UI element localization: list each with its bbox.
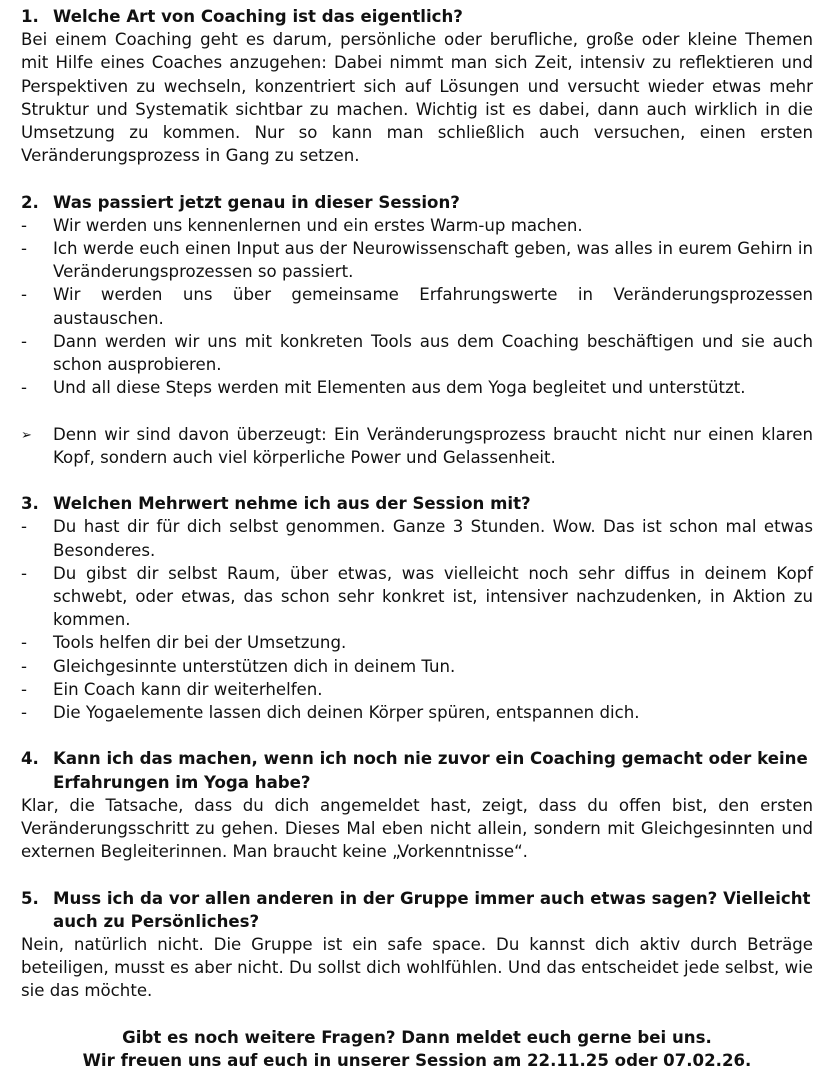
- dash-bullet: -: [21, 331, 27, 351]
- arrow-bullet-icon: ➢: [21, 427, 32, 443]
- section-title: Kann ich das machen, wenn ich noch nie zuvor ein Coaching gemacht oder keine Erfahrungen im Yoga habe?: [53, 749, 808, 792]
- section-title: Welchen Mehrwert nehme ich aus der Session mit?: [53, 494, 531, 514]
- section-heading: [21, 747, 813, 793]
- dash-bullet: -: [21, 656, 27, 676]
- list-item-text: Dann werden wir uns mit konkreten Tools aus dem Coaching beschäftigen und sie auch schon ausprobieren.: [53, 331, 813, 375]
- dash-bullet: -: [21, 633, 27, 653]
- section-number: 3.: [21, 494, 39, 514]
- list-item: [21, 655, 813, 678]
- dash-bullet: -: [21, 563, 27, 583]
- list-item-text: Wir werden uns kennenlernen und ein erstes Warm-up machen.: [53, 215, 583, 235]
- list-item: [21, 562, 813, 632]
- list-item-text: Und all diese Steps werden mit Elementen aus dem Yoga begleitet und unterstützt.: [53, 378, 746, 398]
- list-item: [21, 631, 813, 654]
- section-paragraph: Nein, natürlich nicht. Die Gruppe ist ein safe space. Du kannst dich aktiv durch Beträge beteiligen, musst es aber nicht. Du sollst dich wohlfühlen. Und das entscheidet jede selbst, wie sie das möchte.: [21, 935, 813, 1001]
- list-item-text: Die Yogaelemente lassen dich deinen Körper spüren, entspannen dich.: [53, 703, 640, 723]
- list-item: [21, 330, 813, 376]
- list-item: [21, 701, 813, 724]
- section-heading: [21, 191, 813, 214]
- closing-line-questions: Gibt es noch weitere Fragen? Dann meldet euch gerne bei uns.: [122, 1027, 712, 1047]
- dash-bullet: -: [21, 679, 27, 699]
- section-paragraph: Bei einem Coaching geht es darum, persönliche oder berufliche, große oder kleine Themen mit Hilfe eines Coaches anzugehen: Dabei nimmt man sich Zeit, intensiv zu reflektieren und Perspektiven zu wechseln, konzentriert sich auf Lösungen und versucht wieder etwas mehr Struktur und Systematik sichtbar zu machen. Wichtig ist es dabei, dann auch wirklich in die Umsetzung zu kommen. Nur so kann man schließlich auch versuchen, einen ersten Veränderungsprozess in Gang zu setzen.: [21, 30, 813, 166]
- dash-bullet: -: [21, 285, 27, 305]
- section-number: 2.: [21, 192, 39, 212]
- list-item-text: Ein Coach kann dir weiterhelfen.: [53, 679, 323, 699]
- dash-bullet: -: [21, 703, 27, 723]
- conviction-note: [21, 423, 813, 469]
- dash-bullet: -: [21, 517, 27, 537]
- section-number: 5.: [21, 888, 39, 908]
- note-text: Denn wir sind davon überzeugt: Ein Veränderungsprozess braucht nicht nur einen klaren Kopf, sondern auch viel körperliche Power und Gelassenheit.: [53, 424, 813, 467]
- faq-section-1: [21, 5, 813, 167]
- dash-bullet: -: [21, 378, 27, 398]
- closing-message: [21, 1026, 813, 1072]
- list-item: [21, 283, 813, 329]
- benefits-list: [21, 515, 813, 724]
- closing-line-dates: Wir freuen uns auf euch in unserer Session am 22.11.25 oder 07.02.26.: [82, 1051, 752, 1071]
- dash-bullet: -: [21, 239, 27, 259]
- section-title: Was passiert jetzt genau in dieser Session?: [53, 192, 460, 212]
- section-title: Muss ich da vor allen anderen in der Gruppe immer auch etwas sagen? Vielleicht auch zu Persönliches?: [53, 888, 811, 931]
- section-number: 4.: [21, 749, 39, 769]
- list-item: [21, 678, 813, 701]
- faq-section-5: [21, 887, 813, 1003]
- faq-section-4: [21, 747, 813, 863]
- list-item-text: Tools helfen dir bei der Umsetzung.: [53, 633, 347, 653]
- list-item: [21, 376, 813, 399]
- list-item-text: Ich werde euch einen Input aus der Neurowissenschaft geben, was alles in eurem Gehirn in Veränderungsprozessen so passiert.: [53, 239, 813, 282]
- list-item-text: Du hast dir für dich selbst genommen. Ganze 3 Stunden. Wow. Das ist schon mal etwas Besonderes.: [53, 517, 813, 560]
- list-item: [21, 515, 813, 561]
- section-number: 1.: [21, 7, 39, 26]
- list-item: [21, 214, 813, 237]
- session-steps-list: [21, 214, 813, 400]
- list-item-text: Gleichgesinnte unterstützen dich in deinem Tun.: [53, 656, 456, 676]
- dash-bullet: -: [21, 215, 27, 235]
- faq-section-2: [21, 191, 813, 469]
- section-paragraph: Klar, die Tatsache, dass du dich angemeldet hast, zeigt, dass du offen bist, den ersten Veränderungsschritt zu gehen. Dieses Mal eben nicht allein, sondern mit Gleichgesinnten und externen Begleiterinnen. Man braucht keine „Vorkenntnisse“.: [21, 795, 813, 862]
- section-heading: [21, 5, 813, 28]
- section-heading: [21, 887, 813, 933]
- list-item-text: Du gibst dir selbst Raum, über etwas, was vielleicht noch sehr diffus in deinem Kopf schwebt, oder etwas, das schon sehr konkret ist, intensiver nachzudenken, in Aktion zu kommen.: [53, 563, 813, 630]
- faq-section-3: [21, 492, 813, 724]
- section-heading: [21, 492, 813, 515]
- section-title: Welche Art von Coaching ist das eigentlich?: [53, 7, 463, 26]
- list-item-text: Wir werden uns über gemeinsame Erfahrungswerte in Veränderungsprozessen austauschen.: [53, 285, 813, 328]
- list-item: [21, 237, 813, 283]
